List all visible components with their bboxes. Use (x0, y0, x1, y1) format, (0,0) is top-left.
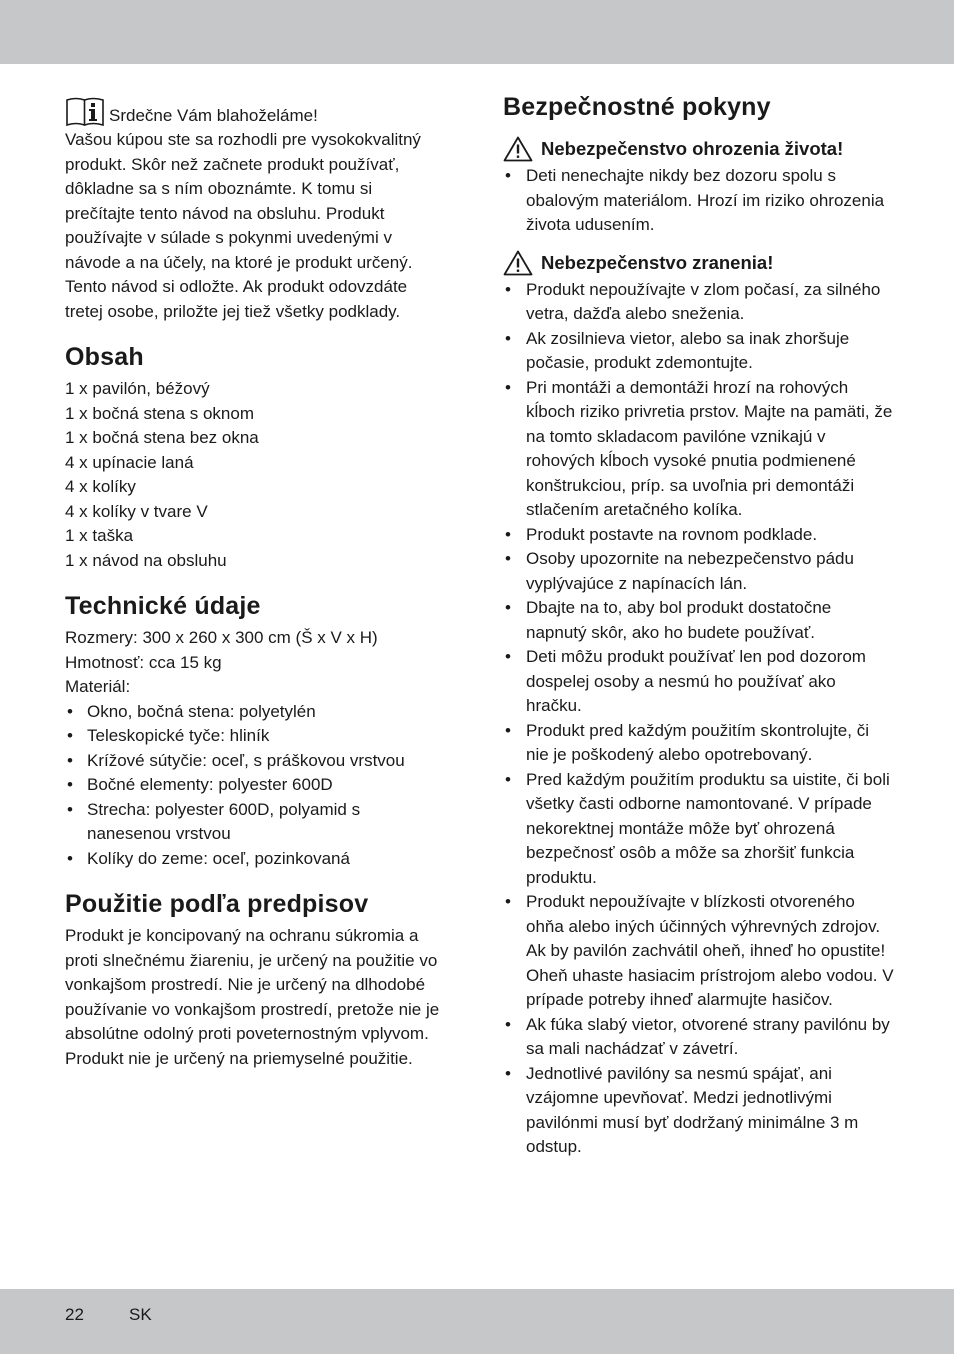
list-item: • Kolíky do zeme: oceľ, pozinkovaná (65, 847, 443, 872)
list-item: • Bočné elementy: polyester 600D (65, 773, 443, 798)
list-item: • Jednotlivé pavilóny sa nesmú spájať, ani vzájomne upevňovať. Medzi jednotlivými pavilónmi musí byť dodržaný minimálne 3 m odstup. (503, 1062, 895, 1160)
usage-heading: Použitie podľa predpisov (65, 890, 369, 918)
list-item: • Okno, bočná stena: polyetylén (65, 700, 443, 725)
tech-heading: Technické údaje (65, 592, 261, 620)
list-item: • Krížové sútyčie: oceľ, s práškovou vrstvou (65, 749, 443, 774)
tech-material-label: Materiál: (65, 677, 131, 696)
warning-life-title: Nebezpečenstvo ohrozenia života! (541, 138, 844, 159)
left-column (65, 96, 443, 1071)
list-item: • Produkt nepoužívajte v zlom počasí, za silného vetra, dažďa alebo sneženia. (503, 278, 895, 327)
right-column (503, 92, 895, 1160)
list-item: • Produkt pred každým použitím skontrolujte, či nie je poškodený alebo opotrebovaný. (503, 719, 895, 768)
list-item: 1 x pavilón, béžový (65, 379, 210, 398)
tech-dimensions: Rozmery: 300 x 260 x 300 cm (Š x V x H) (65, 628, 378, 647)
safety-heading: Bezpečnostné pokyny (503, 93, 771, 121)
list-item: 4 x upínacie laná (65, 452, 194, 472)
list-item: • Pred každým použitím produktu sa uistite, či boli všetky časti odborne namontované. V prípade nekorektnej montáže môže byť ohrozená bezpečnosť osôb a môže sa zhoršiť funkcia produktu. (503, 768, 895, 891)
warning-life-list (503, 164, 895, 238)
warning-triangle-icon (503, 136, 533, 162)
page-number: 22 (65, 1305, 84, 1324)
intro-header (65, 96, 443, 128)
contents-heading: Obsah (65, 343, 144, 371)
warning-injury (503, 250, 895, 276)
manual-info-icon (65, 96, 105, 126)
contents-list (65, 377, 443, 573)
list-item: • Ak zosilnieva vietor, alebo sa inak zhoršuje počasie, produkt zdemontujte. (503, 327, 895, 376)
list-item: • Deti nenechajte nikdy bez dozoru spolu s obalovým materiálom. Hrozí im riziko ohrozenia života udusením. (503, 164, 895, 238)
list-item: 1 x taška (65, 526, 134, 545)
usage-text: Produkt je koncipovaný na ochranu súkromia a proti slnečnému žiareniu, je určený na použitie vo vonkajšom prostredí. Nie je určený na dlhodobé používanie vo vonkajšom prostredí, pretože nie je absolútne odolný proti poveternostným vplyvom. Produkt nie je určený na priemyselné použitie. (65, 926, 440, 1068)
list-item: 1 x bočná stena s oknom (65, 403, 255, 423)
list-item: • Deti môžu produkt používať len pod dozorom dospelej osoby a nesmú ho používať ako hračku. (503, 645, 895, 719)
list-item: 1 x bočná stena bez okna (65, 428, 259, 447)
list-item: • Pri montáži a demontáži hrozí na rohových kĺboch riziko privretia prstov. Majte na pamäti, že na tomto skladacom pavilóne vznikajú v rohových kĺboch vysoké pnutia podmienené konštrukciou, príp. sa uvoľnia pri demontáži stlačením aretačného kolíka. (503, 376, 895, 523)
materials-list (65, 700, 443, 872)
warning-triangle-icon (503, 250, 533, 276)
list-item: 4 x kolíky (65, 477, 136, 496)
list-item: • Produkt postavte na rovnom podklade. (503, 523, 895, 548)
list-item: • Ak fúka slabý vietor, otvorené strany pavilónu by sa mali nachádzať v závetrí. (503, 1013, 895, 1062)
list-item: 4 x kolíky v tvare V (65, 501, 208, 521)
language-code: SK (129, 1305, 152, 1324)
warning-injury-title: Nebezpečenstvo zranenia! (541, 251, 774, 273)
list-item: • Teleskopické tyče: hliník (65, 724, 443, 749)
list-item: • Strecha: polyester 600D, polyamid s nanesenou vrstvou (65, 798, 443, 847)
list-item: • Dbajte na to, aby bol produkt dostatočne napnutý skôr, ako ho budete používať. (503, 596, 895, 645)
tech-weight: Hmotnosť: cca 15 kg (65, 652, 222, 672)
intro-text: Vašou kúpou ste sa rozhodli pre vysokokvalitný produkt. Skôr než začnete produkt používať, dôkladne sa s ním oboznámte. K tomu si prečítajte tento návod na obsluhu. Produkt používajte v súlade s pokynmi uvedenými v návode a na účely, na ktoré je produkt určený. Tento návod si odložte. Ak produkt odovzdáte tretej osobe, priložte jej tiež všetky podklady. (65, 130, 421, 321)
header-bar (0, 0, 954, 64)
list-item: • Produkt nepoužívajte v blízkosti otvoreného ohňa alebo iných účinných výhrevných zdrojov. Ak by pavilón zachvátil oheň, ihneď ho opustite! Oheň uhaste hasiacim prístrojom alebo vodou. V prípade potreby ihneď alarmujte hasičov. (503, 890, 895, 1013)
warning-injury-list (503, 278, 895, 1160)
list-item: • Osoby upozornite na nebezpečenstvo pádu vyplývajúce z napínacích lán. (503, 547, 895, 596)
warning-life (503, 136, 895, 162)
intro-greeting: Srdečne Vám blahoželáme! (109, 105, 318, 125)
list-item: 1 x návod na obsluhu (65, 550, 227, 570)
